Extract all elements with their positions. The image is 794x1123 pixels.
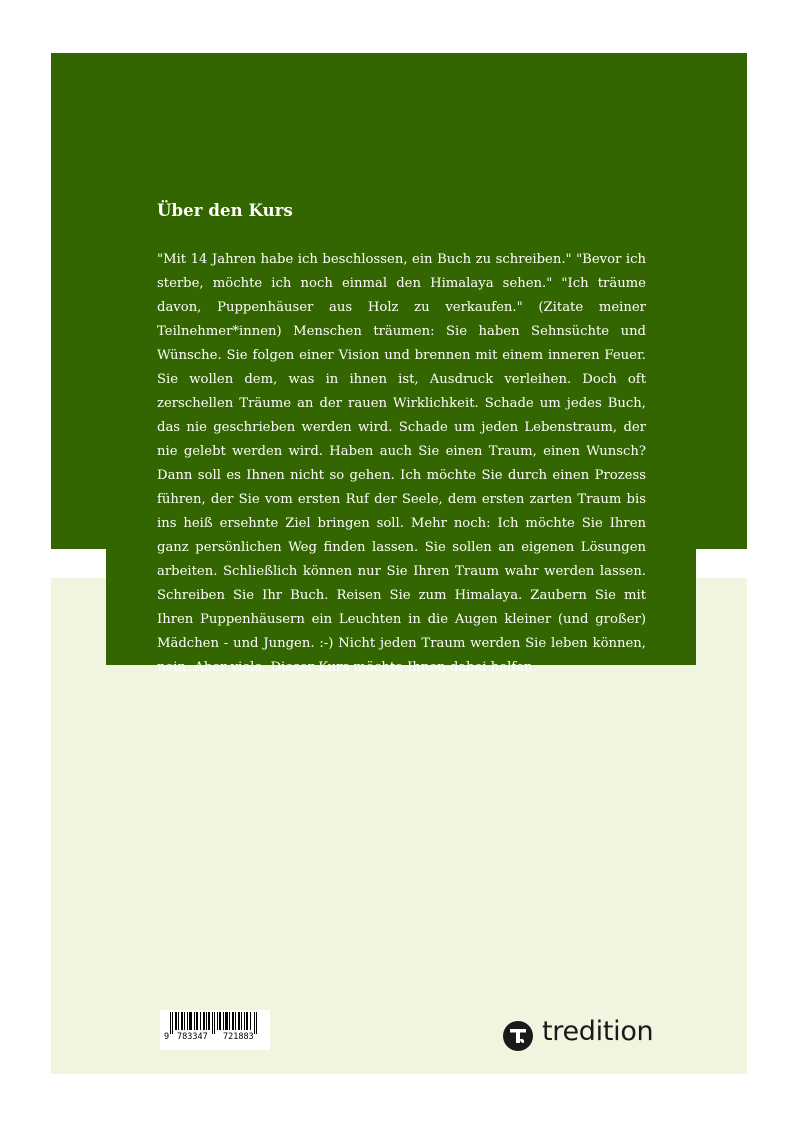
book-back-cover — [51, 53, 747, 1074]
isbn-barcode — [160, 1010, 270, 1050]
description-panel — [106, 108, 696, 675]
publisher-brand — [503, 1016, 654, 1053]
description-body: "Mit 14 Jahren habe ich beschlossen, ein Buch zu schreiben." "Bevor ich sterbe, möchte ich noch einmal den Himalaya sehen." "Ich träume davon, Puppenhäuser aus Holz zu verkaufen." (Zitate meiner Teilnehmer*innen) Menschen träumen: Sie haben Sehnsüchte und Wünsche. Sie folgen einer Vision und brennen mit einem inneren Feuer. Sie wollen dem, was in ihnen ist, Ausdruck verleihen. Doch oft zerschellen Träume an der rauen Wirklichkeit. Schade um jedes Buch, das nie geschrieben werden wird. Schade um jeden Lebenstraum, der nie gelebt werden wird. Haben auch Sie einen Traum, einen Wunsch? Dann soll es Ihnen nicht so gehen. Ich möchte Sie durch einen Prozess führen, der Sie vom ersten Ruf der Seele, dem ersten zarten Traum bis ins heiß ersehnte Ziel bringen soll. Mehr noch: Ich möchte Sie Ihren ganz persönlichen Weg finden lassen. Sie sollen an eigenen Lösungen arbeiten. Schließlich können nur Sie Ihren Traum wahr werden lassen. Schreiben Sie Ihr Buch. Reisen Sie zum Himalaya. Zaubern Sie mit Ihren Puppenhäusern ein Leuchten in die Augen kleiner (und großer) Mädchen - und Jungen. :-) Nicht jeden Traum werden Sie leben können, nein. Aber viele. Dieser Kurs möchte Ihnen dabei helfen. — [157, 252, 646, 675]
description-heading: Über den Kurs — [157, 201, 293, 220]
barcode-first-digit: 9 — [164, 1032, 170, 1042]
tredition-logo-icon — [503, 1021, 533, 1051]
barcode-right-group: 721883 — [223, 1032, 254, 1042]
barcode-left-group: 783347 — [177, 1032, 208, 1042]
publisher-name: tredition — [542, 1016, 654, 1047]
barcode-digits — [160, 1032, 270, 1044]
barcode-bars-graphic — [168, 1012, 262, 1034]
